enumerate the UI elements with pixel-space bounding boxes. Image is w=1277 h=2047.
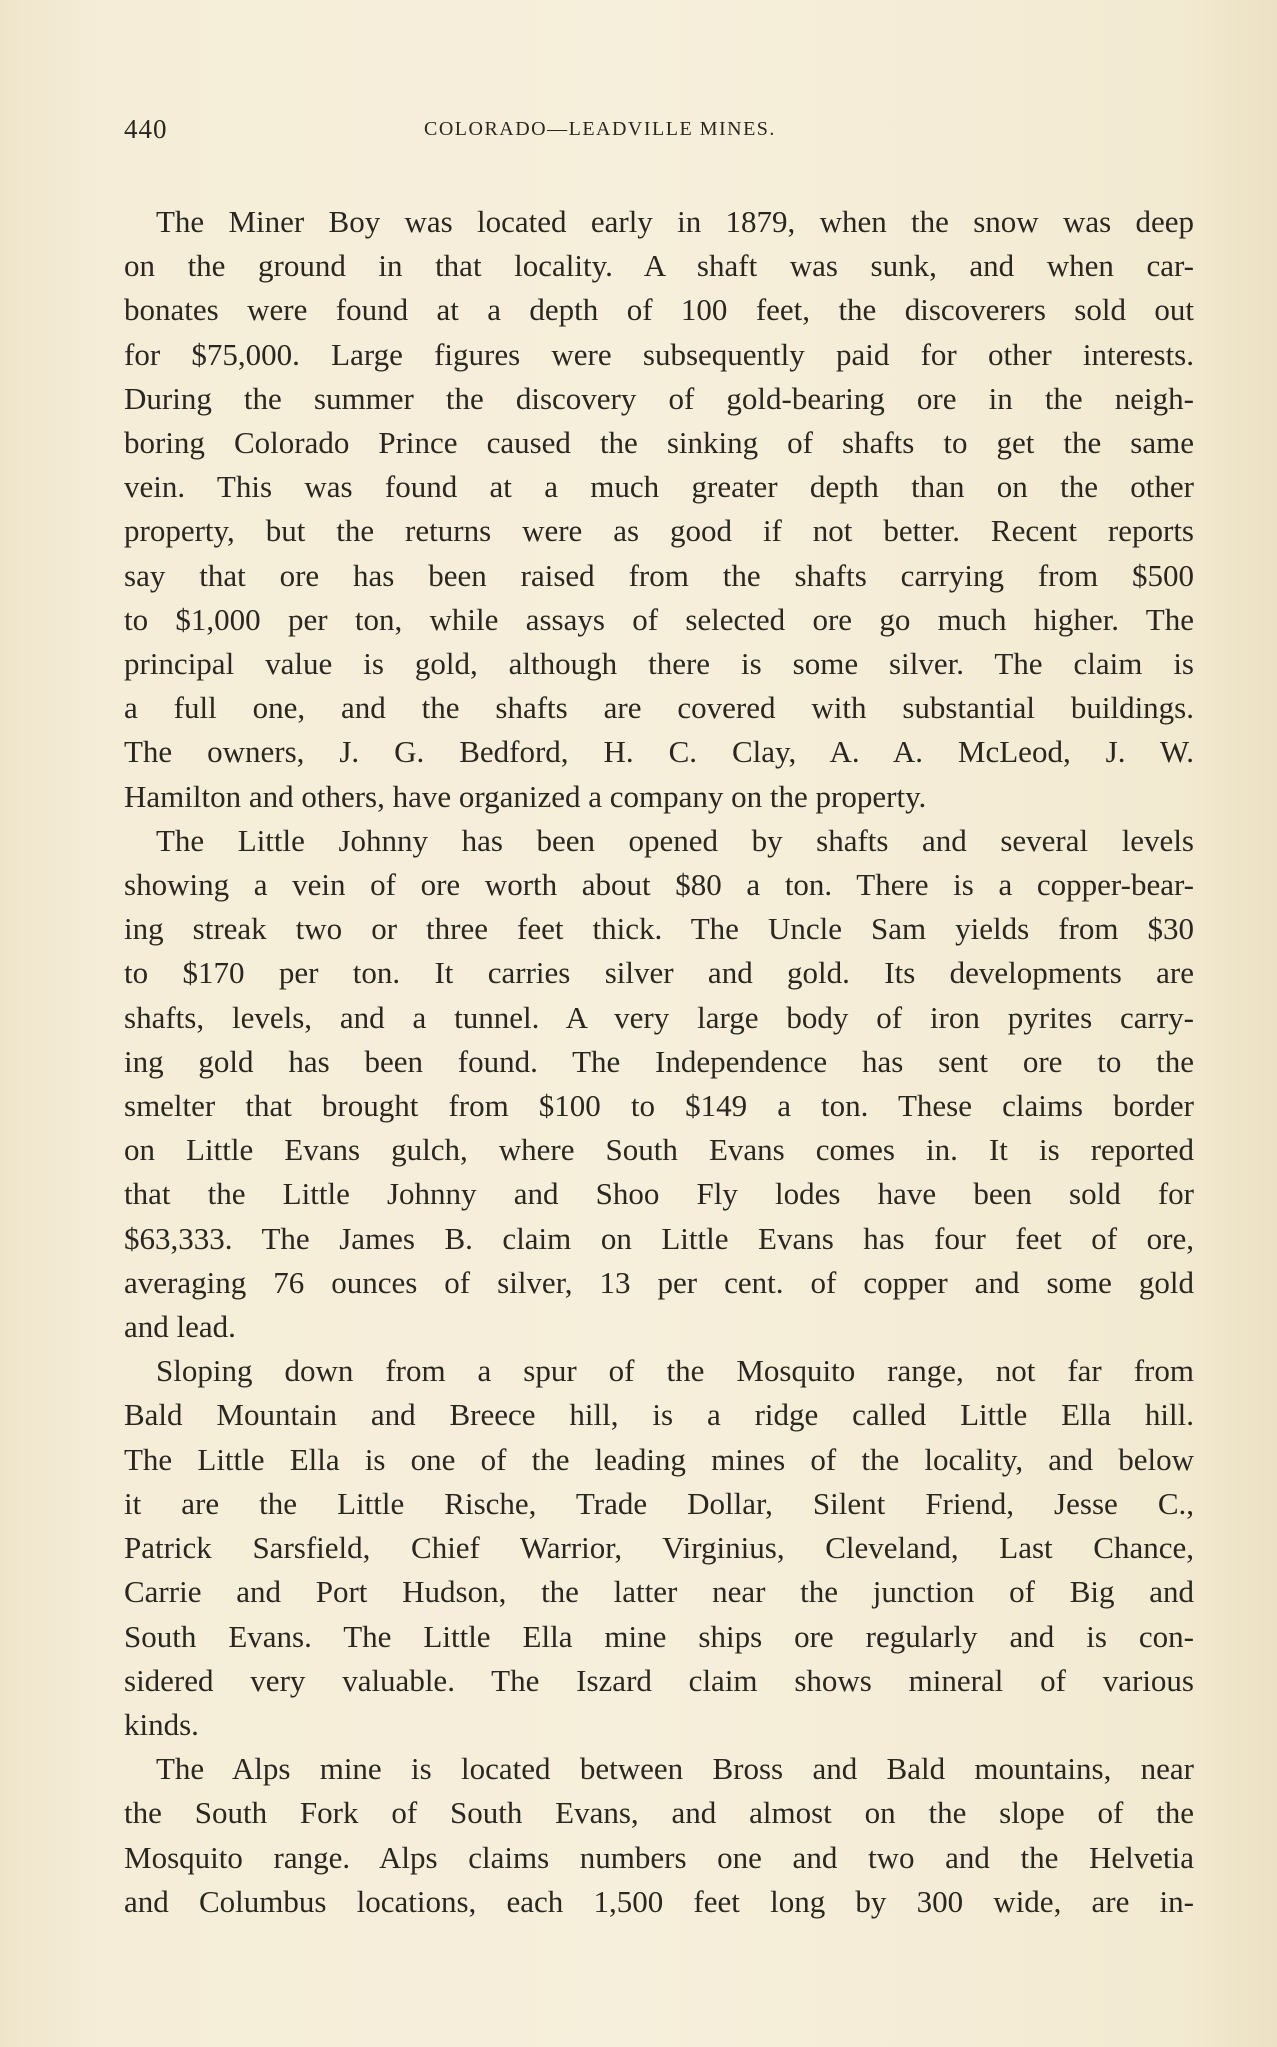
text-line: During the summer the discovery of gold-bearing ore in the neigh-	[124, 380, 1194, 416]
text-line: that the Little Johnny and Shoo Fly lodes have been sold for	[124, 1176, 1194, 1212]
text-line: principal value is gold, although there is some silver. The claim is	[124, 646, 1194, 682]
text-line: showing a vein of ore worth about $80 a ton. There is a copper-bear-	[124, 867, 1194, 903]
text-line: ing streak two or three feet thick. The Uncle Sam yields from $30	[124, 911, 1194, 947]
text-line: shafts, levels, and a tunnel. A very large body of iron pyrites carry-	[124, 999, 1194, 1035]
text-line: boring Colorado Prince caused the sinking of shafts to get the same	[124, 425, 1194, 461]
text-line: and lead.	[124, 1309, 236, 1345]
text-line: $63,333. The James B. claim on Little Evans has four feet of ore,	[124, 1220, 1194, 1256]
text-line: to $1,000 per ton, while assays of selected ore go much higher. The	[124, 601, 1194, 637]
text-line: Hamilton and others, have organized a company on the property.	[124, 778, 927, 814]
text-line: Mosquito range. Alps claims numbers one and two and the Helvetia	[124, 1839, 1194, 1875]
text-line: smelter that brought from $100 to $149 a ton. These claims border	[124, 1088, 1194, 1124]
text-line: sidered very valuable. The Iszard claim shows mineral of various	[124, 1662, 1194, 1698]
paragraph	[124, 819, 1194, 1349]
text-line: ing gold has been found. The Independence has sent ore to the	[124, 1043, 1194, 1079]
page-header	[124, 114, 1204, 150]
text-line: The Miner Boy was located early in 1879, when the snow was deep	[156, 204, 1194, 239]
paragraph	[124, 200, 1194, 819]
text-line: it are the Little Rische, Trade Dollar, Silent Friend, Jesse C.,	[124, 1485, 1194, 1521]
text-line: the South Fork of South Evans, and almost on the slope of the	[124, 1795, 1194, 1831]
text-line: averaging 76 ounces of silver, 13 per cent. of copper and some gold	[124, 1264, 1194, 1300]
text-line: bonates were found at a depth of 100 feet, the discoverers sold out	[124, 292, 1194, 328]
text-line: on Little Evans gulch, where South Evans comes in. It is reported	[124, 1132, 1194, 1168]
paragraph	[124, 1747, 1194, 1924]
text-line: Patrick Sarsfield, Chief Warrior, Virginius, Cleveland, Last Chance,	[124, 1530, 1194, 1566]
text-line: The owners, J. G. Bedford, H. C. Clay, A. A. McLeod, J. W.	[124, 734, 1194, 770]
text-line: kinds.	[124, 1706, 199, 1742]
text-line: and Columbus locations, each 1,500 feet long by 300 wide, are in-	[124, 1883, 1194, 1919]
text-line: property, but the returns were as good if not better. Recent reports	[124, 513, 1194, 549]
text-line: Sloping down from a spur of the Mosquito range, not far from	[156, 1353, 1194, 1389]
body-text	[124, 200, 1194, 1924]
text-line: The Alps mine is located between Bross and Bald mountains, near	[156, 1751, 1194, 1787]
text-line: for $75,000. Large figures were subsequently paid for other interests.	[124, 336, 1194, 372]
text-line: say that ore has been raised from the shafts carrying from $500	[124, 557, 1194, 593]
text-line: The Little Ella is one of the leading mines of the locality, and below	[124, 1441, 1194, 1477]
text-line: a full one, and the shafts are covered with substantial buildings.	[124, 690, 1194, 726]
text-line: South Evans. The Little Ella mine ships ore regularly and is con-	[124, 1618, 1194, 1654]
text-line: to $170 per ton. It carries silver and gold. Its developments are	[124, 955, 1194, 991]
text-line: Bald Mountain and Breece hill, is a ridge called Little Ella hill.	[124, 1397, 1194, 1433]
text-line: The Little Johnny has been opened by shafts and several levels	[156, 822, 1194, 858]
running-head: COLORADO—LEADVILLE MINES.	[424, 118, 776, 140]
text-line: Carrie and Port Hudson, the latter near the junction of Big and	[124, 1574, 1194, 1610]
text-line: on the ground in that locality. A shaft was sunk, and when car-	[124, 248, 1194, 284]
paragraph	[124, 1349, 1194, 1747]
text-line: vein. This was found at a much greater depth than on the other	[124, 469, 1194, 505]
page-number: 440	[124, 114, 168, 144]
